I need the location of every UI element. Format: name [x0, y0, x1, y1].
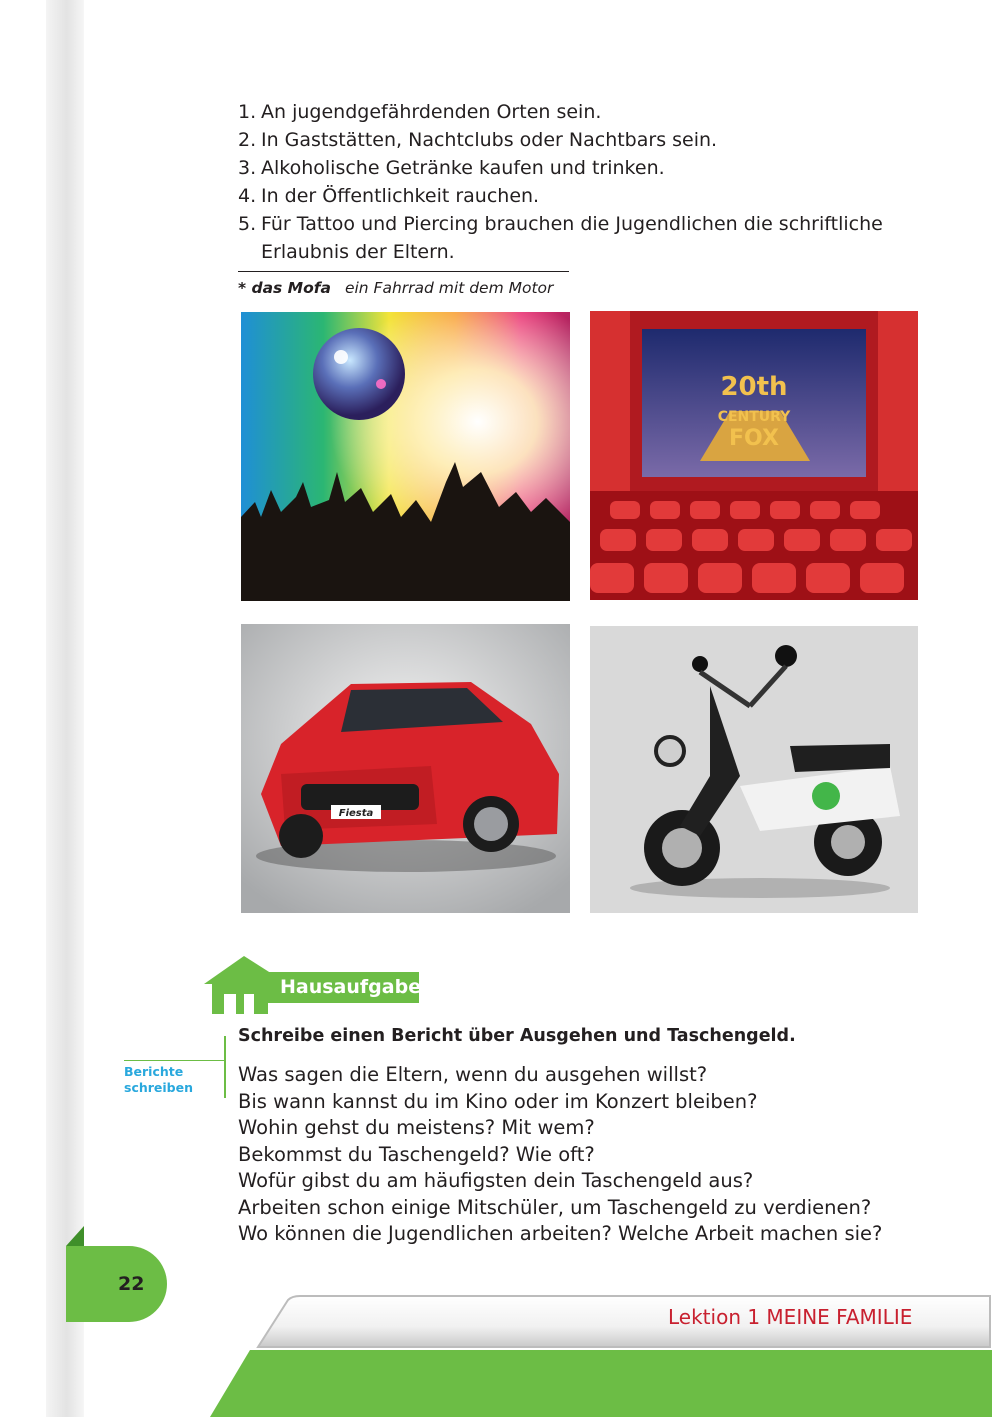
side-label-rule: [124, 1060, 224, 1061]
homework-questions: [238, 1062, 882, 1248]
page-number: 22: [118, 1273, 145, 1295]
cinema-logo-line2: CENTURY: [717, 409, 791, 425]
question: Arbeiten schon einige Mitschüler, um Taschengeld zu verdienen?: [238, 1195, 872, 1219]
homework-banner: Hausaufgabe: [268, 972, 419, 1003]
book-spine-shadow: [46, 0, 84, 1417]
chapter-title: Lektion 1 MEINE FAMILIE: [668, 1305, 913, 1329]
cinema-logo-line1: 20th: [720, 372, 788, 402]
side-label: Berichte schreiben: [124, 1064, 194, 1095]
page-number-tab: [66, 1246, 167, 1322]
homework-title: Schreibe einen Bericht über Ausgehen und Taschengeld.: [238, 1026, 796, 1046]
question: Bis wann kannst du im Kino oder im Konzert bleiben?: [238, 1089, 758, 1113]
cinema-photo: [590, 311, 918, 600]
car-photo: [241, 624, 570, 913]
question: Wohin gehst du meistens? Mit wem?: [238, 1116, 595, 1139]
scooter-photo: [590, 626, 918, 913]
list-item: 3. Alkoholische Getränke kaufen und trinken.: [238, 157, 665, 179]
question: Was sagen die Eltern, wenn du ausgehen willst?: [238, 1063, 708, 1086]
list-item: 5. Für Tattoo und Piercing brauchen die Jugendlichen die schriftliche Erlaubnis der Eltern.: [238, 213, 883, 263]
question: Wofür gibst du am häufigsten dein Taschengeld aus?: [238, 1169, 754, 1192]
footnote-term: * das Mofa: [238, 279, 331, 297]
footnote-divider: [238, 271, 569, 272]
rules-list: [238, 98, 938, 266]
list-item: 4. In der Öffentlichkeit rauchen.: [238, 185, 540, 207]
list-item: 2. In Gaststätten, Nachtclubs oder Nachtbars sein.: [238, 129, 718, 151]
footnote: [238, 279, 553, 297]
car-plate: Fiesta: [338, 808, 374, 819]
disco-photo: [241, 312, 570, 601]
footnote-definition: ein Fahrrad mit dem Motor: [344, 279, 554, 297]
side-label-bracket: [224, 1036, 226, 1098]
question: Bekommst du Taschengeld? Wie oft?: [238, 1142, 595, 1166]
cinema-logo-line3: FOX: [729, 426, 779, 451]
list-item: 1. An jugendgefährdenden Orten sein.: [238, 101, 602, 123]
page-tab-fold: [66, 1226, 84, 1246]
question: Wo können die Jugendlichen arbeiten? Welche Arbeit machen sie?: [238, 1222, 883, 1245]
